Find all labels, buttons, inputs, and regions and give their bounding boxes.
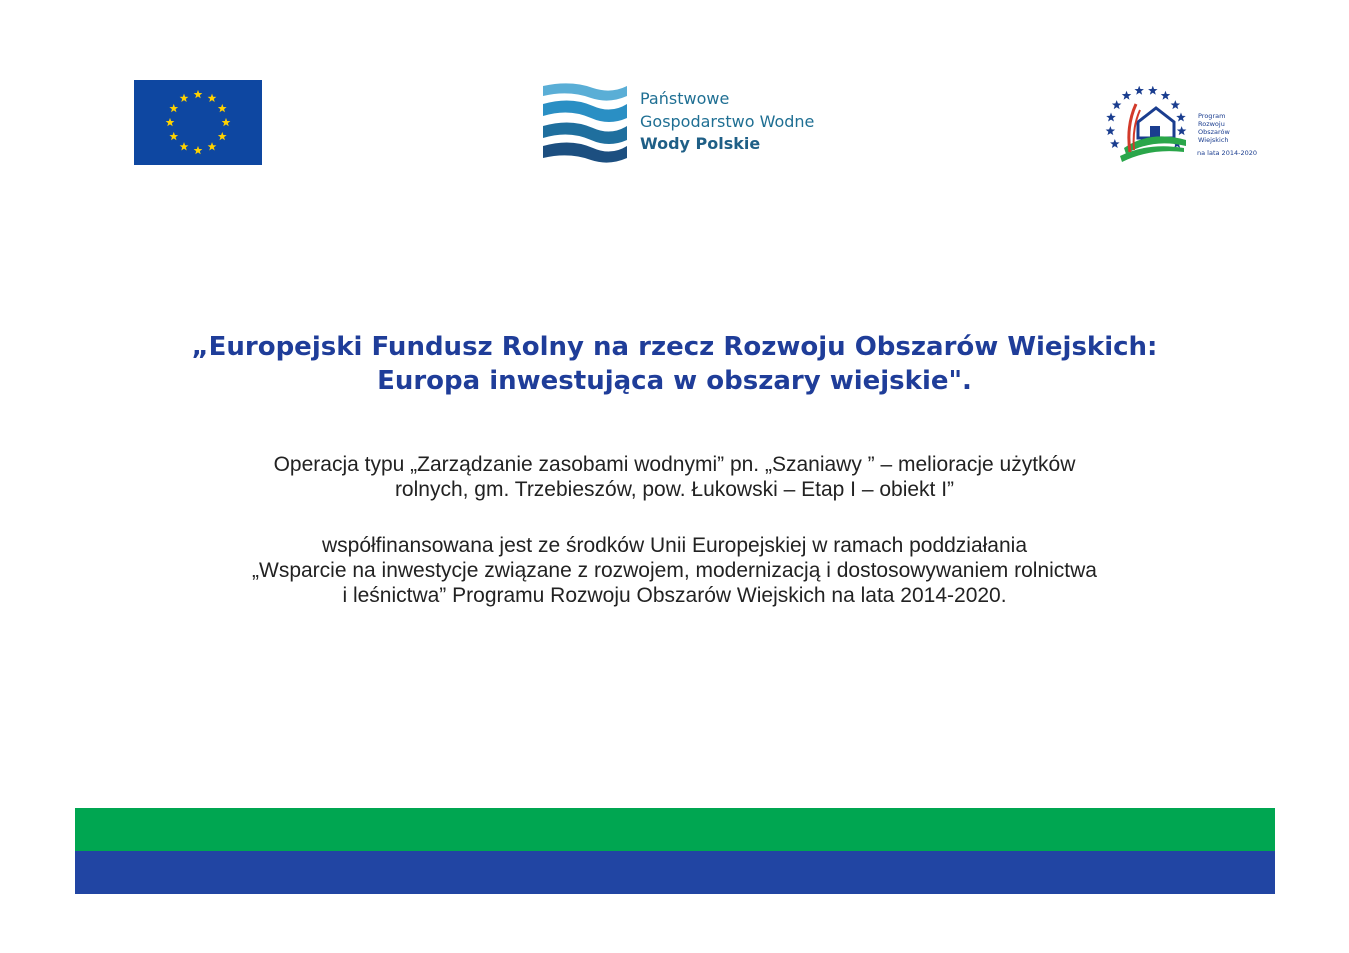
star-icon: [1106, 126, 1116, 135]
star-icon: [1148, 86, 1158, 95]
star-icon: [1110, 139, 1120, 148]
star-icon: [1106, 113, 1116, 122]
star-icon: [1134, 86, 1144, 95]
operation-paragraph: [0, 452, 1349, 502]
headline-line2: Europa inwestująca w obszary wiejskie".: [377, 366, 972, 396]
star-icon: [1112, 100, 1122, 109]
wody-polskie-line3: Wody Polskie: [640, 134, 761, 153]
wody-polskie-logo: [541, 82, 841, 166]
operation-line2: rolnych, gm. Trzebieszów, pow. Łukowski – Etap I – obiekt I”: [394, 478, 955, 501]
wody-polskie-line2: Gospodarstwo Wodne: [640, 111, 815, 131]
financing-line3: i leśnictwa” Programu Rozwoju Obszarów Wiejskich na lata 2014-2020.: [342, 584, 1007, 607]
star-icon: [1122, 91, 1132, 100]
headline-line1: „Europejski Fundusz Rolny na rzecz Rozwoju Obszarów Wiejskich:: [191, 332, 1158, 362]
eu-flag-logo: [134, 80, 262, 165]
prow-years: na lata 2014-2020: [1197, 149, 1257, 157]
star-icon: [1176, 113, 1186, 122]
page-headline: [0, 330, 1349, 398]
prow-logo: [1100, 86, 1257, 166]
prow-line1: Program: [1198, 112, 1226, 120]
star-icon: [1161, 91, 1171, 100]
eu-flag-icon: [134, 80, 262, 165]
star-icon: [1171, 100, 1181, 109]
footer-band-green: [75, 808, 1275, 851]
operation-line1: Operacja typu „Zarządzanie zasobami wodnymi” pn. „Szaniawy ” – melioracje użytków: [273, 453, 1076, 476]
financing-line2: „Wsparcie na inwestycje związane z rozwojem, modernizacją i dostosowywaniem rolnictwa: [252, 559, 1097, 582]
prow-line3: Obszarów: [1198, 128, 1230, 136]
waves-icon: [541, 82, 629, 166]
prow-line2: Rozwoju: [1198, 120, 1225, 128]
financing-paragraph: [0, 533, 1349, 608]
wody-polskie-line1: Państwowe: [640, 89, 730, 108]
star-icon: [1177, 126, 1187, 135]
footer-band-blue: [75, 851, 1275, 894]
financing-line1: współfinansowana jest ze środków Unii Europejskiej w ramach poddziałania: [321, 534, 1028, 557]
prow-emblem-icon: [1100, 86, 1192, 164]
prow-line4: Wiejskich: [1198, 136, 1229, 144]
